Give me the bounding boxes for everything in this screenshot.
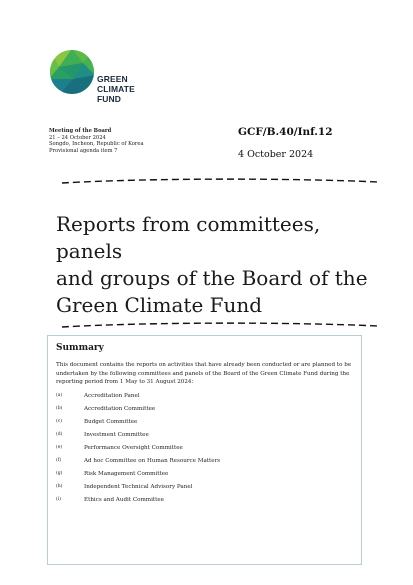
meeting-heading: Meeting of the Board — [49, 128, 112, 134]
list-item — [56, 405, 356, 418]
list-item — [56, 483, 356, 496]
summary-box — [47, 335, 362, 565]
document-title — [56, 211, 376, 319]
title-line-3: Green Climate Fund — [56, 293, 263, 317]
list-item — [56, 457, 356, 470]
list-marker: (f) — [56, 458, 62, 463]
document-date: 4 October 2024 — [238, 149, 314, 160]
title-line-1: Reports from committees, panels — [56, 212, 321, 263]
globe-icon — [49, 49, 95, 95]
meeting-dates: 21 – 24 October 2024 — [49, 134, 106, 141]
title-line-2: and groups of the Board of the — [56, 266, 368, 290]
list-marker: (h) — [56, 484, 63, 489]
meeting-agenda: Provisional agenda item 7 — [49, 147, 118, 154]
logo-line-fund: FUND — [97, 94, 122, 104]
list-label: Independent Technical Advisory Panel — [84, 484, 193, 490]
gcf-logo — [49, 49, 149, 109]
list-marker: (c) — [56, 419, 63, 424]
list-marker: (b) — [56, 406, 63, 411]
list-label: Accreditation Panel — [84, 393, 140, 399]
meeting-info — [49, 128, 144, 154]
divider-top — [60, 176, 380, 186]
list-item — [56, 418, 356, 431]
list-marker: (a) — [56, 393, 63, 398]
list-item — [56, 392, 356, 405]
list-marker: (i) — [56, 497, 61, 502]
list-item — [56, 496, 356, 509]
list-label: Risk Management Committee — [84, 471, 169, 477]
list-item — [56, 444, 356, 457]
list-label: Investment Committee — [84, 432, 149, 438]
meeting-location: Songdo, Incheon, Republic of Korea — [49, 141, 144, 147]
list-label: Performance Oversight Committee — [84, 445, 183, 451]
logo-line-green: GREEN — [97, 74, 128, 84]
list-marker: (e) — [56, 445, 63, 450]
list-label: Accreditation Committee — [84, 406, 156, 412]
logo-wordmark — [97, 74, 135, 104]
list-item — [56, 470, 356, 483]
list-marker: (d) — [56, 432, 63, 437]
logo-line-climate: CLIMATE — [97, 84, 135, 94]
summary-text: This document contains the reports on activities that have already been conducted or are planned to be undertaken by the following committees and panels of the Board of the Green Climate Fund during the reporting period from 1 May to 31 August 2024: — [56, 362, 352, 385]
summary-heading: Summary — [56, 343, 104, 353]
list-item — [56, 431, 356, 444]
list-label: Budget Committee — [84, 419, 138, 425]
divider-bottom — [60, 320, 380, 330]
list-label: Ad hoc Committee on Human Resource Matters — [84, 458, 221, 464]
document-number: GCF/B.40/Inf.12 — [238, 126, 333, 138]
list-marker: (g) — [56, 471, 63, 476]
list-label: Ethics and Audit Committee — [84, 497, 165, 503]
committee-list — [56, 392, 356, 509]
